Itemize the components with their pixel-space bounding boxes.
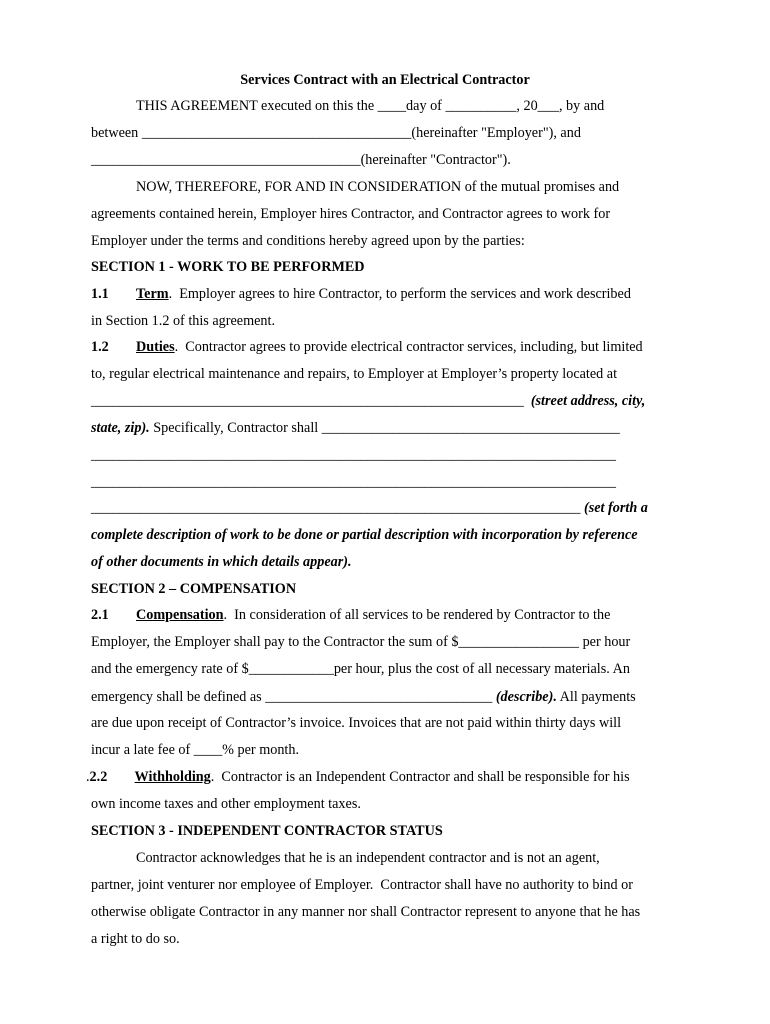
clause-term: Term xyxy=(136,286,169,302)
clause-1-1-line-1 xyxy=(91,285,631,303)
clause-2-1-line-4 xyxy=(91,688,636,706)
clause-number: 1.1 xyxy=(91,286,109,302)
clause-number: 2.2 xyxy=(89,769,108,785)
clause-2-1-line-5: are due upon receipt of Contractor’s invoice. Invoices that are not paid within thirty days will xyxy=(91,715,622,731)
section-1-heading: SECTION 1 - WORK TO BE PERFORMED xyxy=(91,259,365,275)
clause-prefix: . xyxy=(86,769,90,785)
description-instruction-cont: complete description of work to be done or partial description with incorporation by reference xyxy=(91,527,638,543)
clause-1-2-line-3 xyxy=(91,392,645,410)
intro-line-3: ______________________________________(hereinafter "Contractor"). xyxy=(91,152,511,168)
blank-line: __________________________________________________________________________ xyxy=(91,474,616,490)
document-title: Services Contract with an Electrical Contractor xyxy=(240,72,530,88)
clause-1-2-line-4 xyxy=(91,419,620,437)
clause-text: . In consideration of all services to be rendered by Contractor to the xyxy=(223,607,611,623)
clause-1-2-line-2: to, regular electrical maintenance and repairs, to Employer at Employer’s property located at xyxy=(91,366,618,382)
clause-text: . Contractor is an Independent Contractor and shall be responsible for his xyxy=(210,769,630,785)
blank-line: __________________________________________________________________________ xyxy=(91,447,616,463)
intro-line-1: THIS AGREEMENT executed on this the ____day of __________, 20___, by and xyxy=(136,98,605,114)
clause-text: . Employer agrees to hire Contractor, to perform the services and work described xyxy=(168,286,631,302)
consideration-line-1: NOW, THEREFORE, FOR AND IN CONSIDERATION of the mutual promises and xyxy=(136,179,620,195)
consideration-line-2: agreements contained herein, Employer hires Contractor, and Contractor agrees to work for xyxy=(91,206,611,222)
consideration-line-3: Employer under the terms and conditions hereby agreed upon by the parties: xyxy=(91,233,525,249)
description-instruction: (set forth a xyxy=(584,500,648,516)
clause-term: Duties xyxy=(136,339,175,355)
clause-2-1-line-6: incur a late fee of ____% per month. xyxy=(91,742,300,758)
clause-term: Compensation xyxy=(136,607,224,623)
section-3-line-2: partner, joint venturer nor employee of Employer. Contractor shall have no authority to bind or xyxy=(91,877,633,893)
section-3-heading: SECTION 3 - INDEPENDENT CONTRACTOR STATUS xyxy=(91,823,443,839)
clause-text: . Contractor agrees to provide electrical contractor services, including, but limited xyxy=(174,339,643,355)
clause-text: Specifically, Contractor shall __________________________________________ xyxy=(149,420,620,436)
section-3-line-3: otherwise obligate Contractor in any manner nor shall Contractor represent to anyone that he has xyxy=(91,904,641,920)
clause-2-1-line-3: and the emergency rate of $____________per hour, plus the cost of all necessary materials. An xyxy=(91,661,630,677)
section-2-heading: SECTION 2 – COMPENSATION xyxy=(91,581,297,597)
describe-instruction: (describe). xyxy=(495,689,557,705)
clause-2-1-line-1 xyxy=(91,606,610,624)
address-instruction: (street address, city, xyxy=(530,393,646,409)
clause-term: Withholding xyxy=(134,769,211,785)
clause-2-2-line-1 xyxy=(86,768,630,786)
description-instruction-end: of other documents in which details appear). xyxy=(91,554,352,570)
clause-text: emergency shall be defined as ________________________________ xyxy=(91,689,496,705)
address-instruction-cont: state, zip). xyxy=(91,420,150,436)
clause-1-2-line-1 xyxy=(91,338,643,356)
section-3-line-1: Contractor acknowledges that he is an independent contractor and is not an agent, xyxy=(136,850,600,866)
intro-line-2: between ______________________________________(hereinafter "Employer"), and xyxy=(91,125,581,141)
clause-2-2-line-2: own income taxes and other employment taxes. xyxy=(91,796,361,812)
section-3-line-4: a right to do so. xyxy=(91,931,180,947)
clause-2-1-line-2: Employer, the Employer shall pay to the Contractor the sum of $_________________ per hour xyxy=(91,634,631,650)
clause-number: 1.2 xyxy=(91,339,109,355)
clause-1-2-line-7 xyxy=(91,499,648,517)
clause-text: All payments xyxy=(556,689,636,705)
clause-1-1-line-2: in Section 1.2 of this agreement. xyxy=(91,313,276,329)
clause-number: 2.1 xyxy=(91,607,109,623)
address-blank: _____________________________________________________________ xyxy=(91,393,531,409)
description-blank: _____________________________________________________________________ xyxy=(91,500,585,516)
